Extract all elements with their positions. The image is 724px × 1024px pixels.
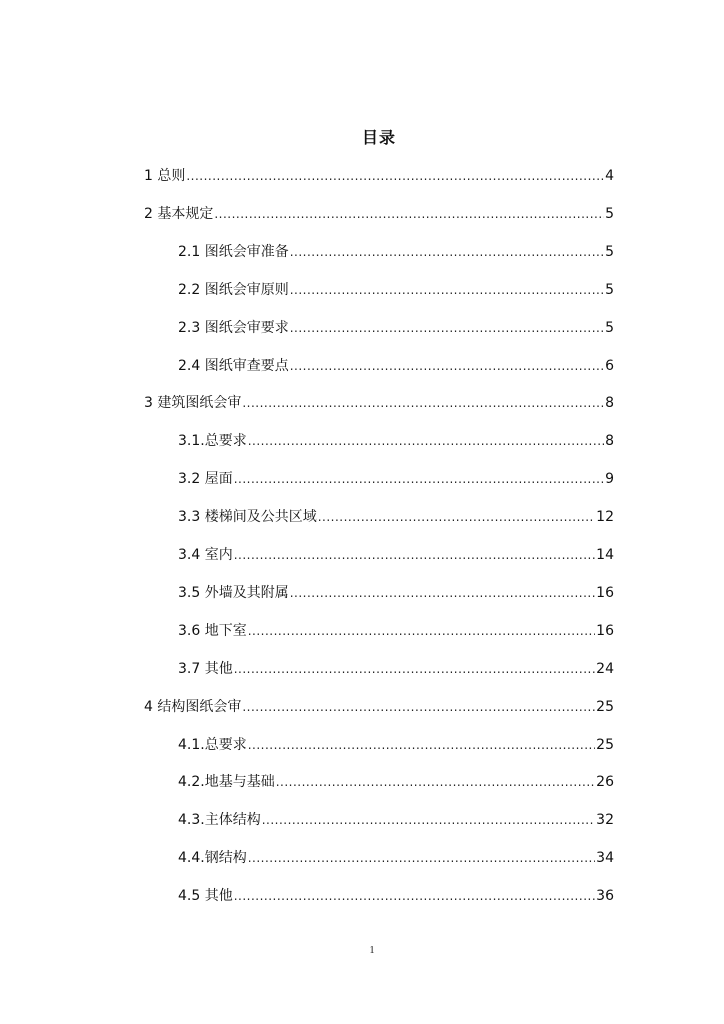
toc-entry[interactable] [178,848,614,868]
toc-entry-page: 32 [596,812,614,828]
toc-entry-label: 2.3 图纸会审要求 [178,320,289,336]
toc-entry-page: 36 [596,888,614,904]
toc-entry-label: 2.1 图纸会审准备 [178,244,289,260]
toc-entry-page: 5 [605,282,614,298]
toc-entry-label: 4.4.钢结构 [178,850,247,866]
toc-dot-leader [214,204,604,224]
toc-entry-page: 16 [596,623,614,639]
toc-entry[interactable] [144,166,614,186]
toc-dot-leader [234,469,604,489]
toc-entry[interactable] [178,735,614,755]
toc-entry-label: 3.3 楼梯间及公共区域 [178,509,317,525]
toc-entry[interactable] [178,280,614,300]
toc-entry-page: 25 [596,699,614,715]
toc-entry[interactable] [178,772,614,792]
toc-title: 目录 [361,128,396,147]
toc-dot-leader [318,507,595,527]
toc-entry[interactable] [178,886,614,906]
toc-dot-leader [242,393,604,413]
toc-entry-label: 4.2.地基与基础 [178,774,275,790]
toc-dot-leader [234,886,595,906]
toc-dot-leader [290,280,604,300]
toc-entry-page: 16 [596,585,614,601]
toc-entry[interactable] [178,621,614,641]
toc-entry-label: 3 建筑图纸会审 [144,395,242,411]
toc-entry-page: 24 [596,661,614,677]
toc-entry-page: 5 [605,320,614,336]
page-number: 1 [369,945,375,956]
toc-entry[interactable] [178,810,614,830]
toc-entry[interactable] [178,659,614,679]
toc-entry-page: 5 [605,244,614,260]
toc-dot-leader [290,242,604,262]
toc-dot-leader [248,431,604,451]
toc-entry[interactable] [144,697,614,717]
toc-entry[interactable] [144,204,614,224]
toc-entry-page: 9 [605,471,614,487]
toc-entry-label: 3.5 外墙及其附属 [178,585,289,601]
toc-dot-leader [248,621,595,641]
toc-dot-leader [248,735,595,755]
toc-entry-label: 4 结构图纸会审 [144,699,242,715]
toc-entry-page: 8 [605,395,614,411]
toc-dot-leader [290,356,604,376]
toc-dot-leader [186,166,604,186]
toc-entry[interactable] [178,318,614,338]
toc-entry-label: 2.4 图纸审查要点 [178,358,289,374]
toc-entry-page: 26 [596,774,614,790]
toc-entry[interactable] [144,393,614,413]
toc-dot-leader [290,583,595,603]
toc-entry[interactable] [178,545,614,565]
toc-entry-label: 4.5 其他 [178,888,233,904]
toc-entry-page: 6 [605,358,614,374]
toc-entry-page: 5 [605,206,614,222]
toc-entry-label: 1 总则 [144,168,186,184]
toc-entry-label: 2.2 图纸会审原则 [178,282,289,298]
toc-entry-label: 3.2 屋面 [178,471,233,487]
toc-entry-page: 4 [605,168,614,184]
toc-entry-label: 3.1.总要求 [178,433,247,449]
toc-entry-label: 4.3.主体结构 [178,812,261,828]
toc-entry-page: 34 [596,850,614,866]
toc-entry-label: 2 基本规定 [144,206,214,222]
toc-dot-leader [248,848,595,868]
toc-entry[interactable] [178,242,614,262]
toc-entry-page: 25 [596,737,614,753]
toc-entry-page: 14 [596,547,614,563]
toc-entry[interactable] [178,356,614,376]
toc-entry-page: 12 [596,509,614,525]
toc-dot-leader [242,697,595,717]
toc-entry[interactable] [178,469,614,489]
toc-entry-label: 3.6 地下室 [178,623,247,639]
toc-dot-leader [290,318,604,338]
toc-dot-leader [234,659,595,679]
toc-entry[interactable] [178,507,614,527]
toc-entry-label: 3.7 其他 [178,661,233,677]
toc-dot-leader [234,545,595,565]
toc-dot-leader [276,772,595,792]
toc-dot-leader [262,810,595,830]
toc-entry[interactable] [178,431,614,451]
toc-entry-label: 3.4 室内 [178,547,233,563]
toc-entry[interactable] [178,583,614,603]
toc-entry-page: 8 [605,433,614,449]
toc-entry-label: 4.1.总要求 [178,737,247,753]
